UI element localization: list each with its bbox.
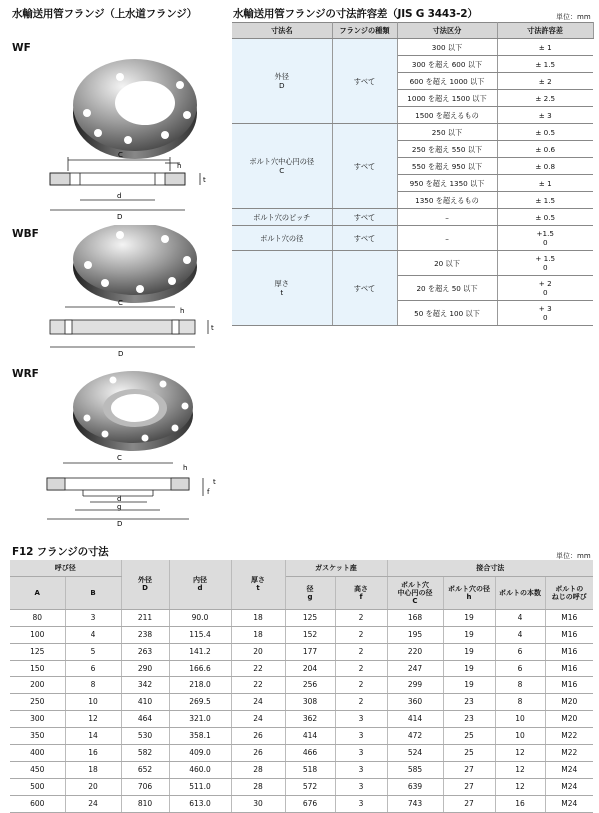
tolerance-unit-label: 単位：mm	[556, 13, 591, 21]
table-cell: M16	[545, 626, 593, 643]
hdr-id: 内径 d	[169, 560, 231, 609]
table-cell: 3	[335, 728, 387, 745]
table-cell: 466	[285, 745, 335, 762]
wf-dim-t: t	[203, 176, 206, 184]
table-cell: 4	[495, 609, 545, 626]
tolerance-row	[232, 124, 593, 141]
table-cell: 676	[285, 795, 335, 812]
tolerance-value: ± 0.5	[497, 209, 593, 226]
table-cell: 2	[335, 643, 387, 660]
table-row	[10, 626, 593, 643]
table-cell: 10	[495, 711, 545, 728]
tolerance-title: 水輸送用管フランジの寸法許容差（JIS G 3443-2）	[233, 8, 478, 20]
table-cell: 4	[495, 626, 545, 643]
table-cell: 24	[231, 711, 285, 728]
table-cell: 4	[65, 626, 121, 643]
table-cell: 20	[65, 778, 121, 795]
wrf-label: WRF	[12, 368, 39, 380]
table-cell: 100	[10, 626, 65, 643]
table-cell: 10	[495, 728, 545, 745]
table-cell: M16	[545, 609, 593, 626]
wrf-dim-h: h	[183, 464, 188, 472]
table-cell: 150	[10, 660, 65, 677]
tolerance-value: + 2 0	[497, 276, 593, 301]
wf-dim-h: h	[177, 162, 182, 170]
table-cell: 511.0	[169, 778, 231, 795]
table-cell: 22	[231, 677, 285, 694]
table-cell: 6	[495, 660, 545, 677]
tolerance-range: 300 以下	[397, 39, 497, 56]
table-cell: 24	[65, 795, 121, 812]
table-cell: 90.0	[169, 609, 231, 626]
table-cell: 3	[335, 745, 387, 762]
table-cell: 19	[443, 660, 495, 677]
wrf-dim-c: C	[117, 454, 122, 462]
table-cell: 220	[387, 643, 443, 660]
hdr-od: 外径 D	[121, 560, 169, 609]
table-cell: 263	[121, 643, 169, 660]
wf-flange-photo	[73, 59, 197, 159]
table-cell: M22	[545, 728, 593, 745]
tolerance-range: 1350 を超えるもの	[397, 192, 497, 209]
table-cell: M20	[545, 694, 593, 711]
table-cell: 409.0	[169, 745, 231, 762]
tolerance-value: + 3 0	[497, 301, 593, 326]
table-cell: 524	[387, 745, 443, 762]
wrf-section-drawing	[47, 463, 203, 519]
tolerance-range: 20 以下	[397, 251, 497, 276]
table-cell: M16	[545, 677, 593, 694]
table-cell: 743	[387, 795, 443, 812]
table-cell: M24	[545, 761, 593, 778]
hdr-conn: 接合寸法	[387, 560, 593, 576]
tolerance-range: 300 を超え 600 以下	[397, 56, 497, 73]
table-cell: 2	[335, 609, 387, 626]
tolerance-flange-type: すべて	[332, 226, 397, 251]
table-cell: 14	[65, 728, 121, 745]
table-cell: 24	[231, 694, 285, 711]
table-cell: 362	[285, 711, 335, 728]
hdr-thk: 厚さ t	[231, 560, 285, 609]
wf-dim-d: d	[117, 192, 122, 200]
tolerance-flange-type: すべて	[332, 124, 397, 209]
wbf-dim-c: C	[118, 299, 123, 307]
wf-dim-D: D	[117, 213, 123, 221]
tolerance-range: 550 を超え 950 以下	[397, 158, 497, 175]
tolerance-row	[232, 226, 593, 251]
table-cell: 3	[335, 778, 387, 795]
f12-dimension-table	[10, 560, 593, 813]
tolerance-range: –	[397, 209, 497, 226]
table-cell: 639	[387, 778, 443, 795]
table-cell: 472	[387, 728, 443, 745]
table-cell: 195	[387, 626, 443, 643]
tolerance-header-row	[232, 23, 593, 39]
table-cell: 572	[285, 778, 335, 795]
table-cell: 250	[10, 694, 65, 711]
tolerance-row	[232, 39, 593, 56]
tolerance-value: ± 0.8	[497, 158, 593, 175]
tolerance-row	[232, 209, 593, 226]
tolerance-range: 1000 を超え 1500 以下	[397, 90, 497, 107]
table-row	[10, 761, 593, 778]
wrf-illustration	[35, 370, 230, 530]
table-cell: 321.0	[169, 711, 231, 728]
wrf-dim-D: D	[117, 520, 123, 528]
table-cell: 28	[231, 761, 285, 778]
table-row	[10, 778, 593, 795]
table-cell: 168	[387, 609, 443, 626]
table-cell: M24	[545, 795, 593, 812]
table-cell: 410	[121, 694, 169, 711]
table-cell: 8	[495, 694, 545, 711]
tolerance-flange-type: すべて	[332, 209, 397, 226]
table-cell: 115.4	[169, 626, 231, 643]
table-cell: 5	[65, 643, 121, 660]
tolerance-table	[232, 22, 594, 326]
table-cell: 530	[121, 728, 169, 745]
table-cell: 26	[231, 745, 285, 762]
wrf-dim-f: f	[207, 488, 210, 496]
table-cell: 141.2	[169, 643, 231, 660]
f12-title: F12 フランジの寸法	[12, 546, 109, 558]
wrf-dim-g: g	[117, 503, 122, 511]
tolerance-range: 250 以下	[397, 124, 497, 141]
tolerance-dimension-name: 外径 D	[232, 39, 332, 124]
table-cell: 18	[231, 609, 285, 626]
table-cell: 3	[335, 795, 387, 812]
hdr-nominal: 呼び径	[10, 560, 121, 576]
table-cell: 256	[285, 677, 335, 694]
table-cell: 26	[231, 728, 285, 745]
table-cell: 600	[10, 795, 65, 812]
table-cell: 20	[231, 643, 285, 660]
table-cell: 3	[335, 711, 387, 728]
table-cell: 2	[335, 694, 387, 711]
table-cell: 582	[121, 745, 169, 762]
tolerance-value: ± 1.5	[497, 56, 593, 73]
table-cell: 19	[443, 609, 495, 626]
table-cell: 19	[443, 626, 495, 643]
wf-dim-c: C	[118, 151, 123, 159]
table-cell: M24	[545, 778, 593, 795]
table-cell: 269.5	[169, 694, 231, 711]
f12-unit-label: 単位：mm	[556, 552, 591, 560]
wf-illustration	[40, 55, 230, 230]
table-cell: 12	[495, 778, 545, 795]
table-cell: 360	[387, 694, 443, 711]
table-row	[10, 795, 593, 812]
table-cell: 8	[65, 677, 121, 694]
table-cell: 299	[387, 677, 443, 694]
table-row	[10, 609, 593, 626]
hdr-n: ボルトの本数	[495, 576, 545, 609]
table-cell: 414	[285, 728, 335, 745]
table-cell: 450	[10, 761, 65, 778]
table-cell: 12	[495, 761, 545, 778]
hdr-f: 高さ f	[335, 576, 387, 609]
wrf-dim-t: t	[213, 478, 216, 486]
table-cell: 19	[443, 677, 495, 694]
tolerance-row	[232, 251, 593, 276]
tolerance-value: ± 3	[497, 107, 593, 124]
wbf-flange-photo	[73, 225, 197, 303]
tolerance-value: ± 1	[497, 175, 593, 192]
wrf-dim-d: d	[117, 495, 122, 503]
tolerance-range: 20 を超え 50 以下	[397, 276, 497, 301]
table-cell: 25	[443, 745, 495, 762]
table-cell: 8	[495, 677, 545, 694]
table-cell: 27	[443, 795, 495, 812]
wf-label: WF	[12, 42, 31, 54]
table-row	[10, 728, 593, 745]
table-cell: 2	[335, 626, 387, 643]
tolerance-flange-type: すべて	[332, 251, 397, 326]
table-cell: 2	[335, 660, 387, 677]
tolerance-value: ± 0.5	[497, 124, 593, 141]
table-cell: 204	[285, 660, 335, 677]
table-cell: 125	[285, 609, 335, 626]
table-cell: 585	[387, 761, 443, 778]
tolerance-value: ± 0.6	[497, 141, 593, 158]
table-cell: 177	[285, 643, 335, 660]
table-row	[10, 745, 593, 762]
tolerance-range: 1500 を超えるもの	[397, 107, 497, 124]
tolerance-header-cell: フランジの種類	[332, 23, 397, 39]
table-cell: 125	[10, 643, 65, 660]
hdr-C: ボルト穴 中心円の径 C	[387, 576, 443, 609]
table-cell: 300	[10, 711, 65, 728]
wbf-label: WBF	[12, 228, 39, 240]
table-cell: 3	[335, 761, 387, 778]
tolerance-value: ± 2.5	[497, 90, 593, 107]
table-cell: 247	[387, 660, 443, 677]
table-cell: 25	[443, 728, 495, 745]
page-title: 水輸送用管フランジ（上水道フランジ）	[12, 8, 197, 20]
tolerance-value: ± 1.5	[497, 192, 593, 209]
table-cell: M16	[545, 660, 593, 677]
table-cell: 500	[10, 778, 65, 795]
tolerance-dimension-name: ボルト穴の径	[232, 226, 332, 251]
table-cell: 350	[10, 728, 65, 745]
tolerance-dimension-name: 厚さ t	[232, 251, 332, 326]
table-cell: 706	[121, 778, 169, 795]
table-cell: 23	[443, 711, 495, 728]
table-row	[10, 694, 593, 711]
hdr-h: ボルト穴の径 h	[443, 576, 495, 609]
table-cell: 23	[443, 694, 495, 711]
hdr-thread: ボルトの ねじの呼び	[545, 576, 593, 609]
table-cell: 19	[443, 643, 495, 660]
table-cell: 613.0	[169, 795, 231, 812]
table-cell: 22	[231, 660, 285, 677]
hdr-B: B	[65, 576, 121, 609]
hdr-g: 径 g	[285, 576, 335, 609]
table-row	[10, 711, 593, 728]
table-cell: 152	[285, 626, 335, 643]
tolerance-value: +1.5 0	[497, 226, 593, 251]
table-cell: 400	[10, 745, 65, 762]
table-cell: 460.0	[169, 761, 231, 778]
table-cell: 211	[121, 609, 169, 626]
table-cell: M20	[545, 711, 593, 728]
table-cell: 308	[285, 694, 335, 711]
table-cell: 27	[443, 761, 495, 778]
table-cell: 200	[10, 677, 65, 694]
table-cell: 12	[65, 711, 121, 728]
table-cell: 518	[285, 761, 335, 778]
table-cell: 16	[495, 795, 545, 812]
tolerance-flange-type: すべて	[332, 39, 397, 124]
table-cell: 30	[231, 795, 285, 812]
table-cell: 16	[65, 745, 121, 762]
hdr-gasket: ガスケット座	[285, 560, 387, 576]
tolerance-range: 600 を超え 1000 以下	[397, 73, 497, 90]
table-cell: 80	[10, 609, 65, 626]
tolerance-range: –	[397, 226, 497, 251]
table-cell: 166.6	[169, 660, 231, 677]
wrf-flange-photo	[73, 371, 193, 451]
table-row	[10, 660, 593, 677]
wbf-dim-D: D	[118, 350, 124, 358]
tolerance-value: + 1.5 0	[497, 251, 593, 276]
table-cell: M16	[545, 643, 593, 660]
table-cell: 27	[443, 778, 495, 795]
wbf-dim-h: h	[180, 307, 185, 315]
tolerance-header-cell: 寸法区分	[397, 23, 497, 39]
tolerance-value: ± 2	[497, 73, 593, 90]
table-cell: 18	[65, 761, 121, 778]
tolerance-dimension-name: ボルト穴中心円の径 C	[232, 124, 332, 209]
table-cell: 10	[65, 694, 121, 711]
tolerance-dimension-name: ボルト穴のピッチ	[232, 209, 332, 226]
table-cell: M22	[545, 745, 593, 762]
hdr-A: A	[10, 576, 65, 609]
table-cell: 652	[121, 761, 169, 778]
table-cell: 6	[65, 660, 121, 677]
tolerance-value: ± 1	[497, 39, 593, 56]
table-row	[10, 677, 593, 694]
wbf-dim-t: t	[211, 324, 214, 332]
table-cell: 6	[495, 643, 545, 660]
table-cell: 290	[121, 660, 169, 677]
table-cell: 810	[121, 795, 169, 812]
tolerance-range: 250 を超え 550 以下	[397, 141, 497, 158]
table-cell: 238	[121, 626, 169, 643]
table-cell: 342	[121, 677, 169, 694]
table-cell: 3	[65, 609, 121, 626]
tolerance-header-cell: 寸法名	[232, 23, 332, 39]
wbf-illustration	[40, 225, 230, 365]
table-cell: 2	[335, 677, 387, 694]
tolerance-range: 50 を超え 100 以下	[397, 301, 497, 326]
table-cell: 358.1	[169, 728, 231, 745]
table-cell: 414	[387, 711, 443, 728]
tolerance-header-cell: 寸法許容差	[497, 23, 593, 39]
table-cell: 18	[231, 626, 285, 643]
table-cell: 464	[121, 711, 169, 728]
table-cell: 12	[495, 745, 545, 762]
table-cell: 28	[231, 778, 285, 795]
tolerance-range: 950 を超え 1350 以下	[397, 175, 497, 192]
table-row	[10, 643, 593, 660]
table-cell: 218.0	[169, 677, 231, 694]
